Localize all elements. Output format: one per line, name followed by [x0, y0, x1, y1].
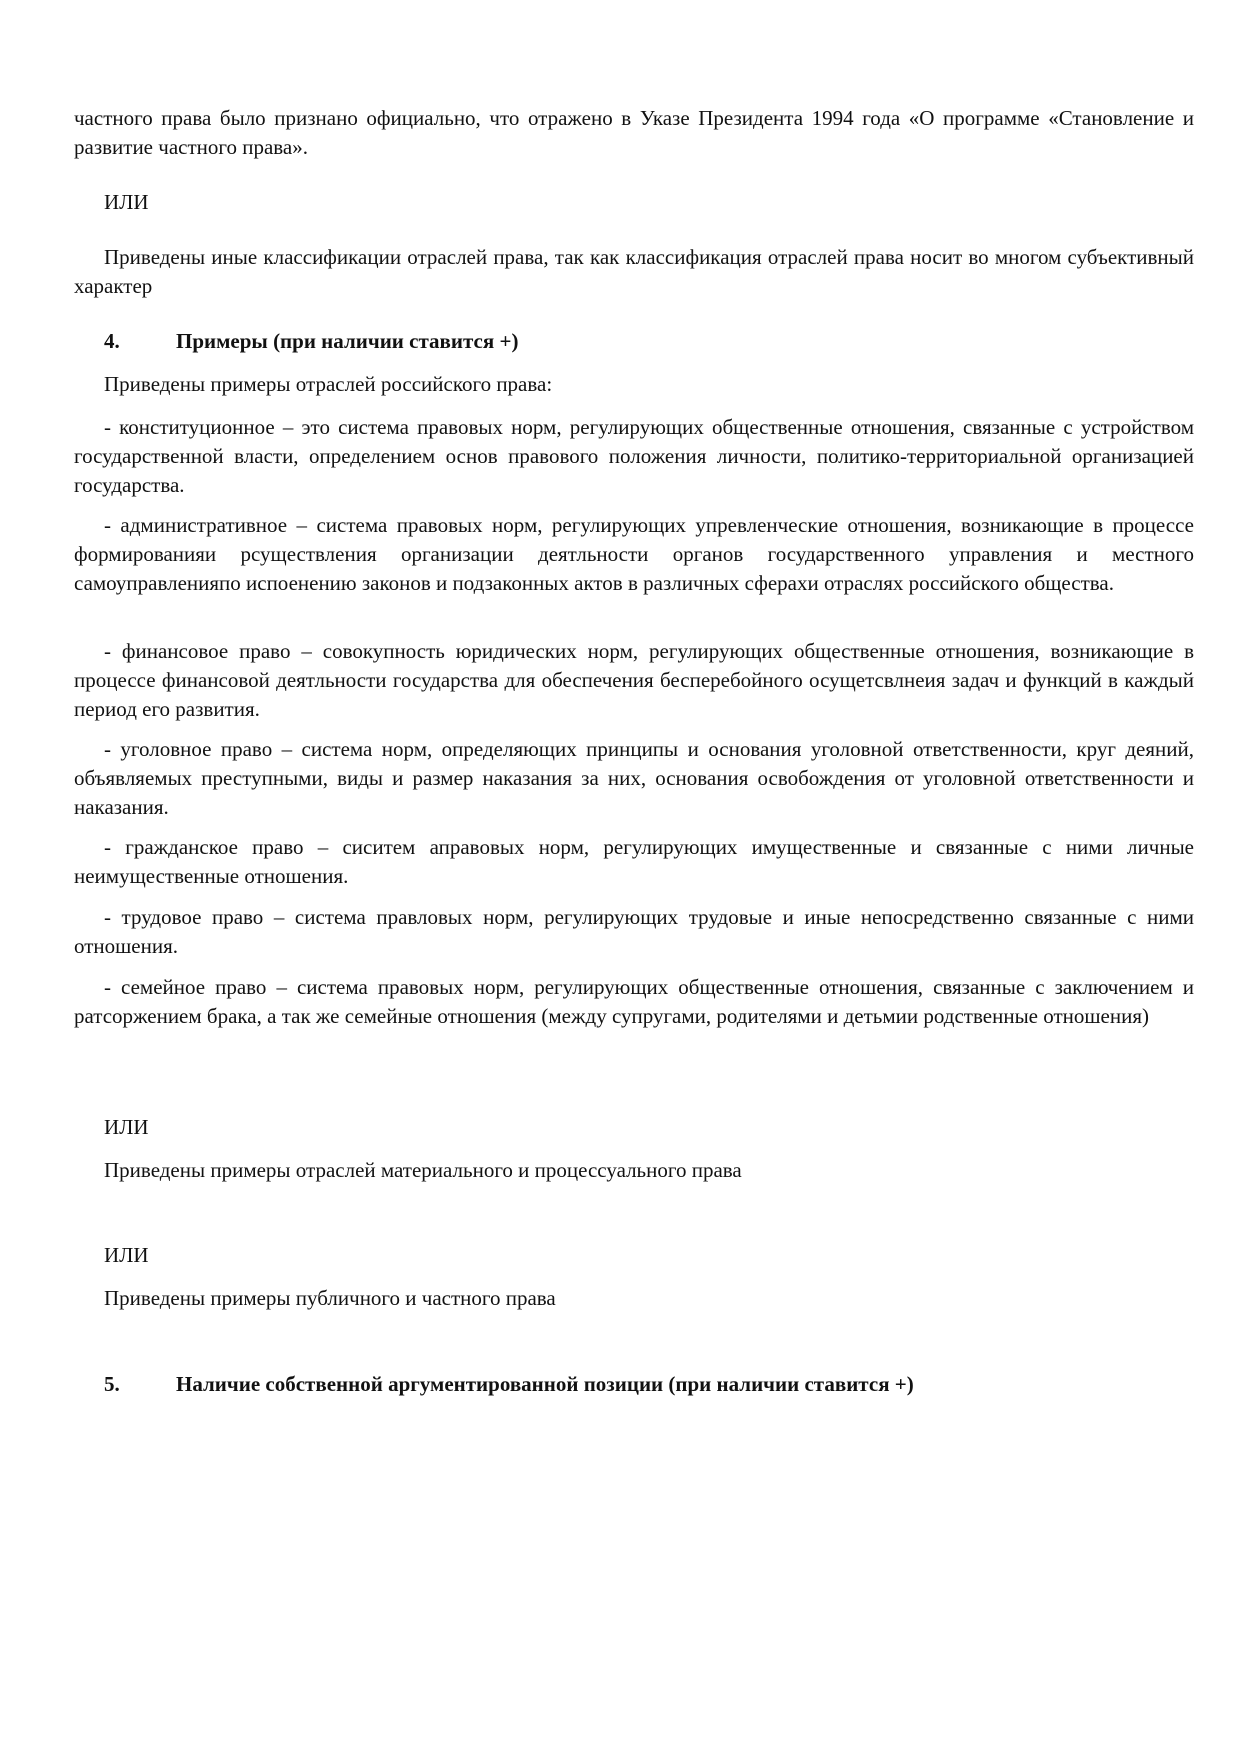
section-4-heading: [104, 327, 518, 356]
list-item: - уголовное право – система норм, определяющих принципы и основания уголовной ответственности, круг деяний, объявляемых преступными, виды и размер наказания за них, основания освобождения от уголовной ответственности и наказания.: [74, 737, 1194, 819]
other-classifications-paragraph: Приведены иные классификации отраслей права, так как классификация отраслей права носит во многом субъективный характер: [74, 245, 1194, 298]
section-5-heading: [104, 1370, 914, 1399]
alternative-examples: Приведены примеры публичного и частного права: [104, 1286, 556, 1310]
list-item: - финансовое право – совокупность юридических норм, регулирующих общественные отношения, возникающие в процессе финансовой деятльности государства для обеспечения бесперебойного осущетсвлнеия задач и функций в каждый период его развития.: [74, 639, 1194, 721]
intro-paragraph: частного права было признано официально, что отражено в Указе Президента 1994 года «О программе «Становление и развитие частного права».: [74, 106, 1194, 159]
section-4-title: Примеры (при наличии ставится +): [176, 329, 519, 353]
section-5-number: 5.: [104, 1372, 120, 1396]
or-separator: ИЛИ: [104, 1243, 149, 1267]
list-item: - семейное право – система правовых норм, регулирующих общественные отношения, связанные с заключением и ратсоржением брака, а так же семейные отношения (между супругами, родителями и детьмии родственные отношения): [74, 975, 1194, 1028]
or-separator: ИЛИ: [104, 1115, 149, 1139]
list-item: - административное – система правовых норм, регулирующих упревленческие отношения, возникающие в процессе формированияи рсуществления организации деятльности органов государственного управления и местного самоуправленияпо испоенению законов и подзаконных актов в различных сферахи отраслях российского общества.: [74, 513, 1194, 595]
section-4-number: 4.: [104, 329, 120, 353]
list-item: - трудовое право – система правловых норм, регулирующих трудовые и иные непосредственно связанные с ними отношения.: [74, 905, 1194, 958]
or-separator: ИЛИ: [104, 190, 149, 214]
section-5-title: Наличие собственной аргументированной позиции (при наличии ставится +): [176, 1372, 914, 1396]
list-item: - гражданское право – сиситем аправовых норм, регулирующих имущественные и связанные с ними личные неимущественные отношения.: [74, 835, 1194, 888]
section-4-lead: Приведены примеры отраслей российского права:: [104, 372, 553, 396]
list-item: - конституционное – это система правовых норм, регулирующих общественные отношения, связанные с устройством государственной власти, определением основ правового положения личности, политико-территориальной организацией государства.: [74, 415, 1194, 497]
alternative-examples: Приведены примеры отраслей материального и процессуального права: [104, 1158, 742, 1182]
